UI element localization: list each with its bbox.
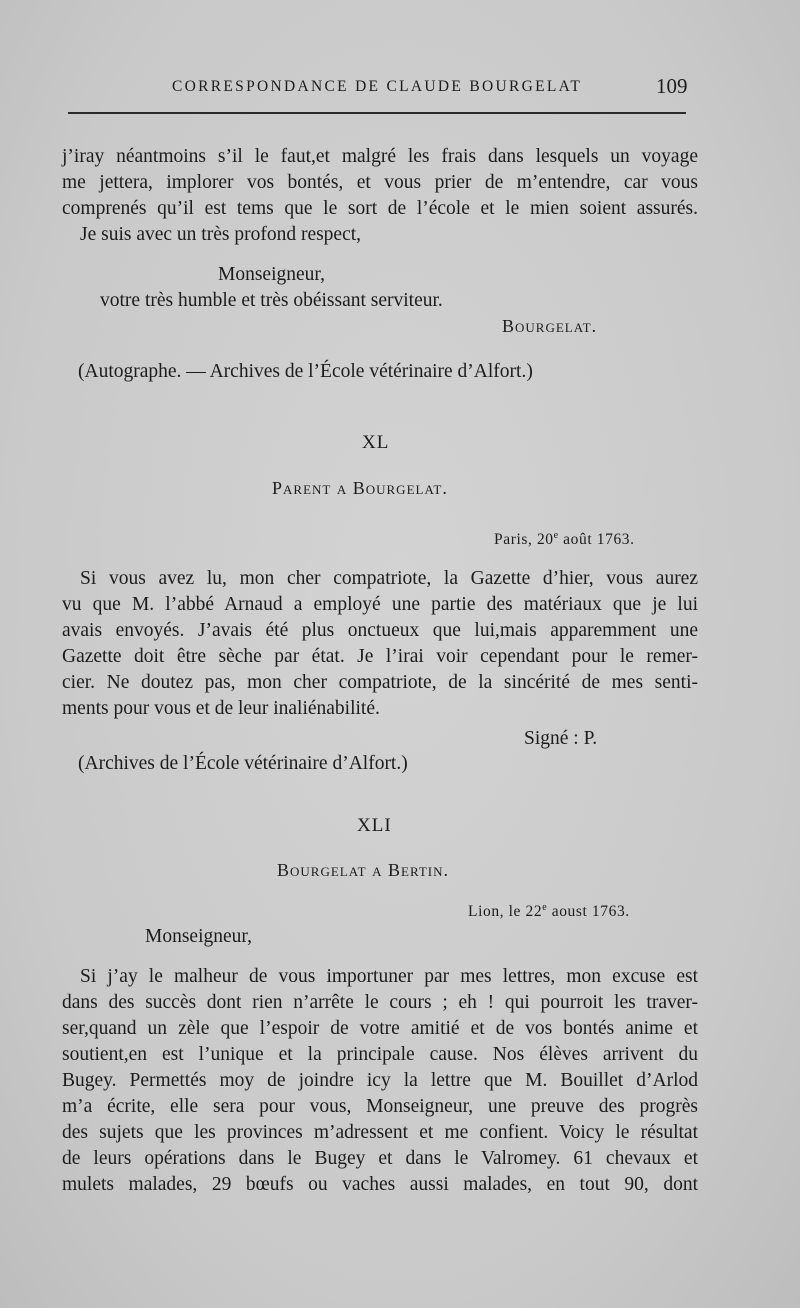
salutation: Monseigneur, bbox=[145, 926, 252, 947]
letter-number: XLI bbox=[357, 815, 392, 836]
text-line: me jettera, implorer vos bontés, et vous prier de m’entendre, car vous bbox=[62, 172, 698, 193]
text-line: Si j’ay le malheur de vous importuner par mes lettres, mon excuse est bbox=[80, 966, 698, 987]
page-number: 109 bbox=[656, 74, 688, 98]
letter-heading: Bourgelat a Bertin. bbox=[277, 860, 449, 880]
letter-number: XL bbox=[362, 432, 390, 453]
text-line: ments pour vous et de leur inaliénabilité. bbox=[62, 698, 380, 719]
text-line: ser,quand un zèle que l’espoir de votre amitié et de vos bontés anime et bbox=[62, 1018, 698, 1039]
text-line: vu que M. l’abbé Arnaud a employé une partie des matériaux que je lui bbox=[62, 594, 698, 615]
source-note: (Autographe. — Archives de l’École vétérinaire d’Alfort.) bbox=[78, 361, 533, 382]
text-line: j’iray néantmoins s’il le faut,et malgré les frais dans lesquels un voyage bbox=[62, 146, 698, 167]
running-title: CORRESPONDANCE DE CLAUDE BOURGELAT bbox=[172, 78, 583, 95]
text-line: m’a écrite, elle sera pour vous, Monseigneur, une preuve des progrès bbox=[62, 1096, 698, 1117]
text-line: comprenés qu’il est tems que le sort de l’école et le mien soient assurés. bbox=[62, 198, 698, 219]
text-line: cier. Ne doutez pas, mon cher compatriote, de la sincérité de mes senti- bbox=[62, 672, 698, 693]
source-note: (Archives de l’École vétérinaire d’Alfort.) bbox=[78, 753, 408, 774]
text-line: Bugey. Permettés moy de joindre icy la lettre que M. Bouillet d’Arlod bbox=[62, 1070, 698, 1091]
text-line: soutient,en est l’unique et la principale cause. Nos élèves arrivent du bbox=[62, 1044, 698, 1065]
text-line: mulets malades, 29 bœufs ou vaches aussi malades, en tout 90, dont bbox=[62, 1174, 698, 1195]
place-date: Lion, le 22e aoust 1763. bbox=[468, 902, 630, 921]
text-line: avais envoyés. J’avais été plus onctueux que lui,mais apparemment une bbox=[62, 620, 698, 641]
text-line: des sujets que les provinces m’adressent et me confient. Voicy le résultat bbox=[62, 1122, 698, 1143]
text-line: Si vous avez lu, mon cher compatriote, la Gazette d’hier, vous aurez bbox=[80, 568, 698, 589]
place-date: Paris, 20e août 1763. bbox=[494, 530, 635, 549]
text-line: dans des succès dont rien n’arrête le cours ; eh ! qui pourroit les traver- bbox=[62, 992, 698, 1013]
signed: Signé : P. bbox=[524, 728, 598, 749]
letter-heading: Parent a Bourgelat. bbox=[272, 478, 448, 498]
text-line: Gazette doit être sèche par état. Je l’irai voir cependant pour le remer- bbox=[62, 646, 698, 667]
servant-formula: votre très humble et très obéissant serviteur. bbox=[100, 290, 443, 311]
signature: Bourgelat. bbox=[502, 316, 598, 336]
text-line: de leurs opérations dans le Bugey et dans le Valromey. 61 chevaux et bbox=[62, 1148, 698, 1169]
closing-formula: Je suis avec un très profond respect, bbox=[80, 224, 362, 245]
header-rule bbox=[68, 112, 686, 114]
salutation: Monseigneur, bbox=[218, 264, 325, 285]
